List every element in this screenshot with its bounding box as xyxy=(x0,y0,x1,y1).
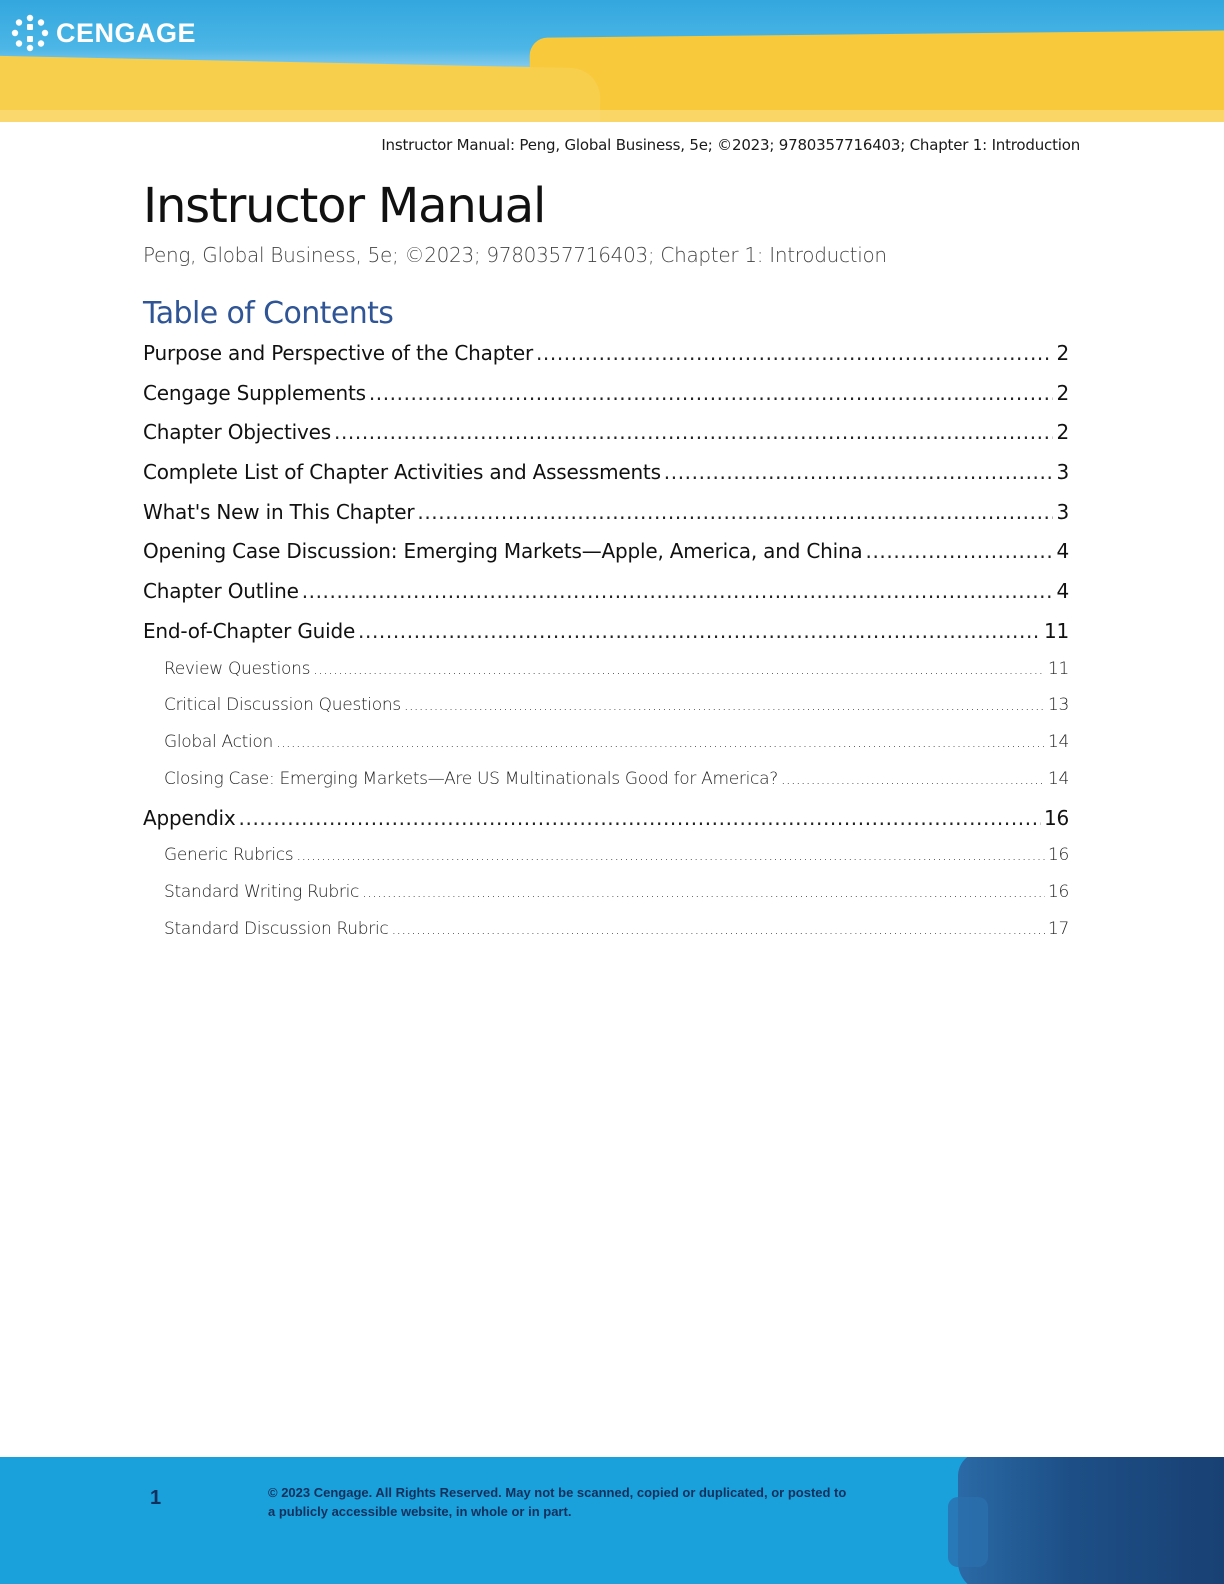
toc-entry-title: Standard Writing Rubric xyxy=(164,882,360,903)
toc-entry-page: 2 xyxy=(1056,420,1069,445)
toc-entry-title: Appendix xyxy=(143,805,236,830)
running-head: Instructor Manual: Peng, Global Business, 5e; ©2023; 9780357716403; Chapter 1: Introduction xyxy=(381,136,1080,154)
document-title: Instructor Manual xyxy=(143,178,546,234)
banner-yellow-wash xyxy=(529,30,1224,122)
header-banner xyxy=(0,0,1224,122)
document-subtitle: Peng, Global Business, 5e; ©2023; 9780357716403; Chapter 1: Introduction xyxy=(143,243,887,267)
toc-subentry[interactable] xyxy=(143,841,1069,878)
cengage-logo[interactable] xyxy=(11,14,196,52)
cengage-burst-logo-icon xyxy=(11,14,49,52)
toc-entry-page: 3 xyxy=(1056,499,1069,524)
toc-leader xyxy=(781,765,1045,793)
toc-entry-page: 16 xyxy=(1047,882,1069,903)
toc-entry-page: 14 xyxy=(1047,768,1069,789)
toc-leader xyxy=(664,456,1054,488)
toc-leader xyxy=(296,841,1045,869)
toc-entry[interactable] xyxy=(143,615,1069,655)
toc-entry-page: 4 xyxy=(1056,539,1069,564)
toc-leader xyxy=(362,878,1045,906)
copyright-notice xyxy=(268,1483,908,1521)
toc-leader xyxy=(276,728,1045,756)
toc-subentry[interactable] xyxy=(143,728,1069,765)
toc-leader xyxy=(417,496,1053,528)
toc-leader xyxy=(239,802,1041,834)
toc-entry-title: Opening Case Discussion: Emerging Markets—Apple, America, and China xyxy=(143,539,863,564)
toc-entry[interactable] xyxy=(143,496,1069,536)
toc-entry-page: 2 xyxy=(1056,341,1069,365)
toc-entry-title: Purpose and Perspective of the Chapter xyxy=(143,341,533,365)
toc-entry-page: 17 xyxy=(1047,918,1069,939)
toc-entry[interactable] xyxy=(143,377,1069,417)
toc-entry-page: 4 xyxy=(1056,579,1069,604)
copyright-line-2: a publicly accessible website, in whole or in part. xyxy=(268,1504,572,1519)
toc-entry[interactable] xyxy=(143,575,1069,615)
toc-entry-title: What's New in This Chapter xyxy=(143,499,415,524)
toc-leader xyxy=(313,655,1045,683)
toc-subentry[interactable] xyxy=(143,655,1069,692)
toc-heading: Table of Contents xyxy=(143,296,394,331)
toc-entry-page: 16 xyxy=(1047,845,1069,866)
toc-subentry[interactable] xyxy=(143,765,1069,802)
toc-entry-page: 13 xyxy=(1047,695,1069,716)
toc-entry-page: 3 xyxy=(1056,460,1069,485)
toc-leader xyxy=(865,535,1053,567)
toc-entry-title: Critical Discussion Questions xyxy=(164,695,401,716)
toc-entry-title: End-of-Chapter Guide xyxy=(143,618,356,643)
toc-subentry[interactable] xyxy=(143,691,1069,728)
banner-bottom-edge xyxy=(0,110,1224,122)
table-of-contents xyxy=(143,337,1069,952)
toc-entry-title: Chapter Outline xyxy=(143,579,299,604)
toc-entry-title: Review Questions xyxy=(164,658,311,679)
toc-entry-title: Closing Case: Emerging Markets—Are US Multinationals Good for America? xyxy=(164,768,778,789)
toc-entry-page: 11 xyxy=(1043,618,1069,643)
toc-leader xyxy=(536,337,1054,369)
toc-entry-title: Global Action xyxy=(164,732,273,753)
page-number: 1 xyxy=(150,1487,162,1509)
toc-entry[interactable] xyxy=(143,416,1069,456)
copyright-line-1: © 2023 Cengage. All Rights Reserved. May not be scanned, copied or duplicated, or posted to xyxy=(268,1485,847,1500)
toc-entry-page: 11 xyxy=(1047,658,1069,679)
toc-entry-page: 16 xyxy=(1043,805,1069,830)
toc-entry-title: Chapter Objectives xyxy=(143,420,331,445)
toc-subentry[interactable] xyxy=(143,915,1069,952)
toc-entry[interactable] xyxy=(143,456,1069,496)
toc-entry-page: 2 xyxy=(1056,380,1069,405)
toc-entry-title: Cengage Supplements xyxy=(143,380,366,405)
toc-leader xyxy=(302,575,1054,607)
toc-entry[interactable] xyxy=(143,337,1069,377)
toc-leader xyxy=(404,691,1045,719)
toc-entry[interactable] xyxy=(143,535,1069,575)
toc-entry-page: 14 xyxy=(1047,732,1069,753)
toc-leader xyxy=(369,377,1054,409)
toc-leader xyxy=(358,615,1041,647)
footer-brush-edge xyxy=(948,1497,988,1567)
brand-name: CENGAGE xyxy=(56,17,197,48)
toc-entry-title: Generic Rubrics xyxy=(164,845,294,866)
toc-leader xyxy=(334,416,1053,448)
toc-entry-title: Standard Discussion Rubric xyxy=(164,918,389,939)
toc-subentry[interactable] xyxy=(143,878,1069,915)
footer-dark-wash xyxy=(958,1457,1224,1584)
toc-leader xyxy=(391,915,1045,943)
toc-entry[interactable] xyxy=(143,802,1069,842)
toc-entry-title: Complete List of Chapter Activities and Assessments xyxy=(143,460,661,485)
